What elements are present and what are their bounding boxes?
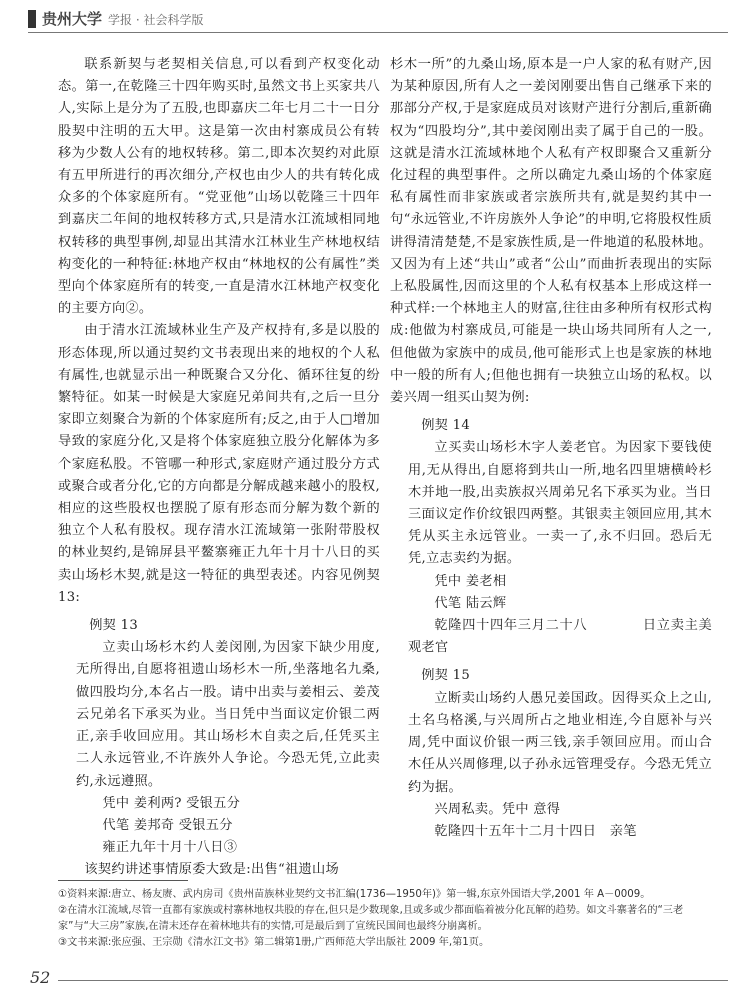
footnotes — [58, 880, 718, 951]
left-column — [58, 54, 380, 882]
example-contract-13 — [76, 615, 380, 859]
right-column — [390, 54, 712, 843]
example-title: 例契 15 — [421, 668, 471, 684]
example-body: 立买卖山场杉木字人姜老官。为因家下要钱使用,无从得出,自愿将到共山一所,地名四里塘横岭杉木并地一股,出卖族叔兴周弟兄名下承买为业。当日三面议定作价纹银四两整。其银卖主领回应用,其木凭从买主永远管业。一卖一了,永不归回。恐后无凭,立志卖约为据。 — [408, 440, 712, 567]
example-line: 凭中 姜利两? 受银五分 — [102, 795, 241, 811]
example-line: 乾隆四十五年十二月十四日 亲笔 — [434, 823, 637, 839]
body-paragraph: 由于清水江流域林业生产及产权持有,多是以股的形态体现,所以通过契约文书表现出来的地权的个人私有属性,也就显示出一种既聚合又分化、循环往复的纷繁特征。如某一时候是大家庭兄弟间共有,之后一旦分家即立刻聚合为新的个体家庭所有;反之,由于人□增加导致的家庭分化,又是将个体家庭独立股分化解体为多个家庭私股。不管哪一种形式,家庭财产通过股分方式或聚合或者分化,它的方向都是分解成越来越小的股权,相应的这些股权也摆脱了原有形态而分解为数个新的独立个人私有股权。现存清水江流域第一张附带股权的林业契约,是锦屏县平鳌寨雍正九年十月十八日的买卖山场杉木契,就是这一特征的典型表述。内容见例契13: — [58, 323, 380, 605]
example-contract-14 — [408, 415, 712, 659]
example-line: 代笔 姜邦奇 受银五分 — [102, 817, 233, 833]
header-rule — [28, 32, 728, 33]
example-body: 立卖山场杉木约人姜闵刚,为因家下缺少用度,无所得出,自愿将祖遗山场杉木一所,坐落地名九桑,做四股均分,本名占一股。请中出卖与姜相云、姜茂云兄弟名下承买为业。当日凭中当面议定价银二两正,亲手收回应用。其山场杉木自卖之后,任凭买主二人永远管业,不许族外人争论。今恐无凭,立此卖约,永远遵照。 — [76, 640, 380, 789]
journal-header — [28, 8, 728, 30]
example-line: 乾隆四十四年三月二十八 日立卖主美观老官 — [408, 618, 712, 656]
footer-rule — [58, 980, 728, 981]
example-line: 雍正九年十月十八日③ — [102, 840, 238, 856]
example-title: 例契 13 — [89, 618, 139, 634]
example-line: 代笔 陆云辉 — [434, 595, 507, 611]
body-paragraph: 该契约讲述事情原委大致是:出售“祖遗山场 — [84, 862, 339, 878]
journal-brand: 贵州大学 — [42, 10, 103, 28]
footnote: ③文书来源:张应强、王宗勋《清水江文书》第二辑第1册,广西师范大学出版社 2009 年,第1页。 — [58, 937, 490, 948]
footnote: ②在清水江流域,尽管一直都有家族或村寨林地权共股的存在,但只是少数现象,且或多或少都面临着被分化瓦解的趋势。如文斗寨著名的“三老家”与“大三房”家族,在清末还存在着林地共有的实情,可是最后到了宣统民国间也最终分崩离析。 — [58, 905, 684, 932]
body-paragraph: 联系新契与老契相关信息,可以看到产权变化动态。第一,在乾隆三十四年购买时,虽然文书上买家共八人,实际上是分为了五股,也即嘉庆二年七月二十一日分股契中注明的五大甲。这是第一次由村寨成员公有转移为少数人公有的地权转移。第二,即本次契约对此原有五甲所进行的再次细分,产权也由少人的共有转化成众多的个体家庭所有。“党亚他”山场以乾隆三十四年到嘉庆二年间的地权转移方式,只是清水江流域相同地权转移的典型事例,却显出其清水江林业生产林地权结构变化的一种特征:林地产权由“林地权的公有属性”类型向个体家庭所有的转变,一直是清水江林地产权变化的主要方向②。 — [58, 57, 380, 317]
body-paragraph: 杉木一所”的九桑山场,原本是一户人家的私有财产,因为某种原因,所有人之一姜闵刚要出售自己继承下来的那部分产权,于是家庭成员对该财产进行分割后,重新确权为“四股均分”,其中姜闵刚出卖了属于自己的一股。这就是清水江流域林地个人私有产权即聚合又重新分化过程的典型事件。之所以确定九桑山场的个体家庭私有属性而非家族或者宗族所共有,就是契约其中一句“永远管业,不许房族外人争论”的申明,它将股权性质讲得清清楚楚,不是家族性质,是一件地道的私股林地。又因为有上述“共山”或者“公山”而曲折表现出的实际上私股属性,因而这里的个人私有权基本上形成这样一种式样:一个林地主人的财富,往往由多种所有权形式构成:他做为村寨成员,可能是一块山场共同所有人之一,但他做为家族中的成员,他可能形式上也是家族的林地中一般的所有人;但他也拥有一块独立山场的私权。以姜兴周一组买山契为例: — [390, 57, 712, 406]
header-mark — [28, 10, 36, 28]
example-line: 兴周私卖。凭中 意得 — [434, 801, 561, 817]
footnote: ①资料来源:唐立、杨友赓、武内房司《贵州苗族林业契约文书汇编(1736—1950年)》第一辑,东京外国语大学,2001 年 A－0009。 — [58, 889, 651, 900]
example-contract-15 — [408, 665, 712, 843]
journal-subtitle: 学报 · 社会科学版 — [108, 13, 204, 27]
footnote-rule — [58, 880, 188, 881]
example-line: 凭中 姜老相 — [434, 573, 507, 589]
example-body: 立断卖山场约人愚兄姜国政。因得买众上之山,土名乌格溪,与兴周所占之地业相连,今自愿补与兴周,凭中面议价银一两三钱,亲手领回应用。而山合木任从兴周修理,以子孙永远管理受存。今恐无凭立约为据。 — [408, 690, 712, 795]
page-number: 52 — [30, 968, 51, 987]
example-title: 例契 14 — [421, 418, 471, 434]
